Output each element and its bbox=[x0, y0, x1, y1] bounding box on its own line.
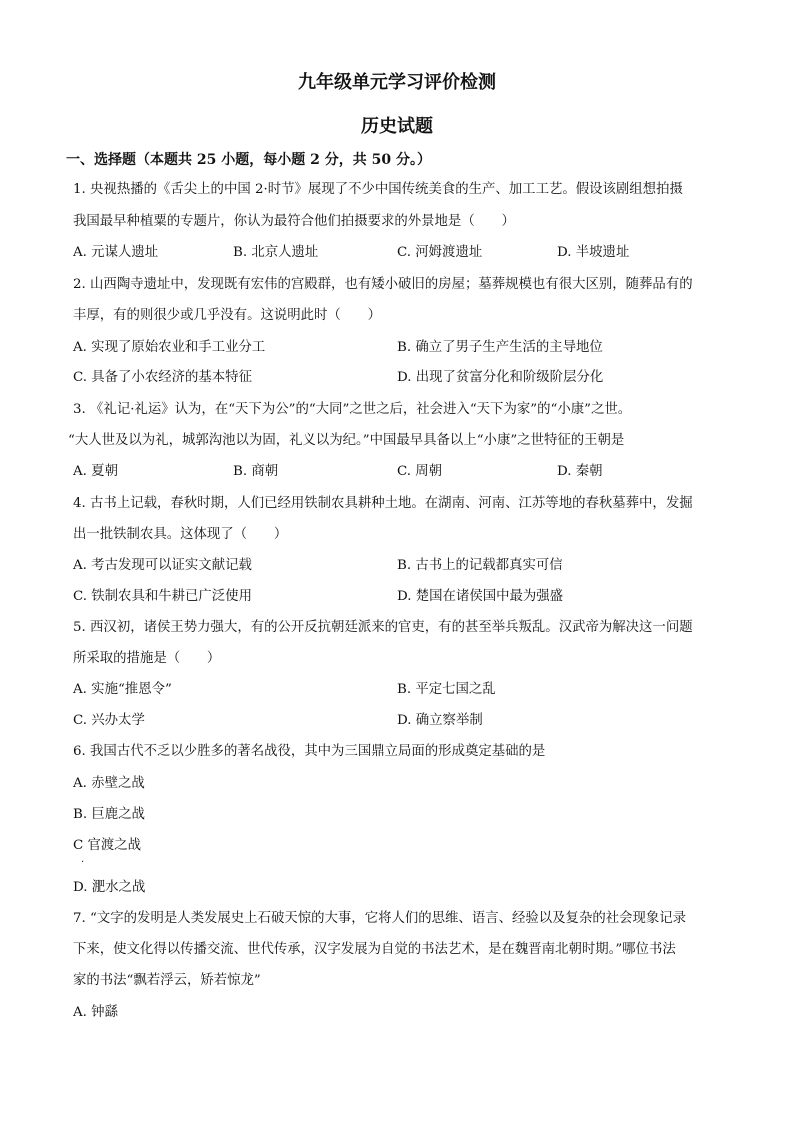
question-4-option-c: C. 铁制农具和牛耕已广泛使用 bbox=[73, 589, 252, 604]
question-2-option-c: C. 具备了小农经济的基本特征 bbox=[73, 370, 252, 385]
question-3-option-d: D. 秦朝 bbox=[557, 464, 603, 479]
question-3-line-1: 3. 《礼记·礼运》认为，在“天下为公”的“大同”之世之后，社会进入“天下为家”的“小康”之世。 bbox=[73, 402, 632, 417]
question-3-option-a: A. 夏朝 bbox=[73, 464, 118, 479]
question-6-line-1: 6. 我国古代不乏以少胜多的著名战役，其中为三国鼎立局面的形成奠定基础的是 bbox=[73, 744, 546, 759]
question-5-option-c: C. 兴办太学 bbox=[73, 713, 145, 728]
question-4-line-1: 4. 古书上记载，春秋时期，人们已经用铁制农具耕种土地。在湖南、河南、江苏等地的春秋墓葬中，发掘 bbox=[73, 496, 693, 511]
question-4-line-2: 出一批铁制农具。这体现了（ ） bbox=[73, 527, 288, 542]
question-1-option-c: C. 河姆渡遗址 bbox=[397, 245, 483, 260]
question-3-option-c: C. 周朝 bbox=[397, 464, 443, 479]
question-6-option-d: D. 淝水之战 bbox=[73, 880, 146, 895]
question-2-line-2: 丰厚，有的则很少或几乎没有。这说明此时（ ） bbox=[73, 308, 381, 323]
page-subtitle: 历史试题 bbox=[361, 116, 433, 137]
question-1-line-2: 我国最早种植粟的专题片，你认为最符合他们拍摄要求的外景地是（ ） bbox=[73, 214, 515, 229]
question-1-option-a: A. 元谋人遗址 bbox=[73, 245, 159, 260]
question-4-option-a: A. 考古发现可以证实文献记载 bbox=[73, 558, 252, 573]
question-3-option-b: B. 商朝 bbox=[233, 464, 279, 479]
question-7-line-1: 7. “文字的发明是人类发展史上石破天惊的大事，它将人们的思维、语言、经验以及复杂的社会现象记录 bbox=[73, 911, 687, 926]
question-7-option-a: A. 钟繇 bbox=[73, 1005, 118, 1020]
question-1-option-b: B. 北京人遗址 bbox=[233, 245, 319, 260]
page-title: 九年级单元学习评价检测 bbox=[298, 72, 496, 93]
question-2-option-b: B. 确立了男子生产生活的主导地位 bbox=[397, 340, 603, 355]
question-7-line-3: 家的书法“飘若浮云，矫若惊龙” bbox=[73, 973, 261, 988]
question-4-option-d: D. 楚国在诸侯国中最为强盛 bbox=[397, 589, 564, 604]
question-5-line-2: 所采取的措施是（ ） bbox=[73, 651, 221, 666]
question-1-option-d: D. 半坡遗址 bbox=[557, 245, 630, 260]
question-6-option-a: A. 赤壁之战 bbox=[73, 776, 145, 791]
question-4-option-b: B. 古书上的记载都真实可信 bbox=[397, 558, 563, 573]
question-5-option-d: D. 确立察举制 bbox=[397, 713, 483, 728]
question-7-line-2: 下来，使文化得以传播交流、世代传承，汉字发展为自觉的书法艺术，是在魏晋南北朝时期。”哪位书法 bbox=[73, 942, 676, 957]
question-2-line-1: 2. 山西陶寺遗址中，发现既有宏伟的宫殿群，也有矮小破旧的房屋；墓葬规模也有很大区别，随葬品有的 bbox=[73, 277, 693, 292]
question-6-option-c: C 官渡之战 bbox=[73, 838, 142, 853]
question-5-option-b: B. 平定七国之乱 bbox=[397, 682, 496, 697]
question-5-option-a: A. 实施“推恩令” bbox=[73, 682, 172, 697]
question-3-line-2: “大人世及以为礼，城郭沟池以为固，礼义以为纪。”中国最早具备以上“小康”之世特征的王朝是 bbox=[68, 433, 625, 448]
section-heading: 一、选择题（本题共 25 小题，每小题 2 分，共 50 分。） bbox=[66, 152, 431, 168]
question-1-line-1: 1. 央视热播的《舌尖上的中国 2·时节》展现了不少中国传统美食的生产、加工工艺。假设该剧组想拍摄 bbox=[73, 182, 683, 197]
question-6-option-b: B. 巨鹿之战 bbox=[73, 807, 145, 822]
stray-dot: . bbox=[81, 854, 85, 865]
question-2-option-a: A. 实现了原始农业和手工业分工 bbox=[73, 340, 266, 355]
question-2-option-d: D. 出现了贫富分化和阶级阶层分化 bbox=[397, 370, 604, 385]
question-5-line-1: 5. 西汉初，诸侯王势力强大，有的公开反抗朝廷派来的官吏，有的甚至举兵叛乱。汉武帝为解决这一问题 bbox=[73, 620, 693, 635]
